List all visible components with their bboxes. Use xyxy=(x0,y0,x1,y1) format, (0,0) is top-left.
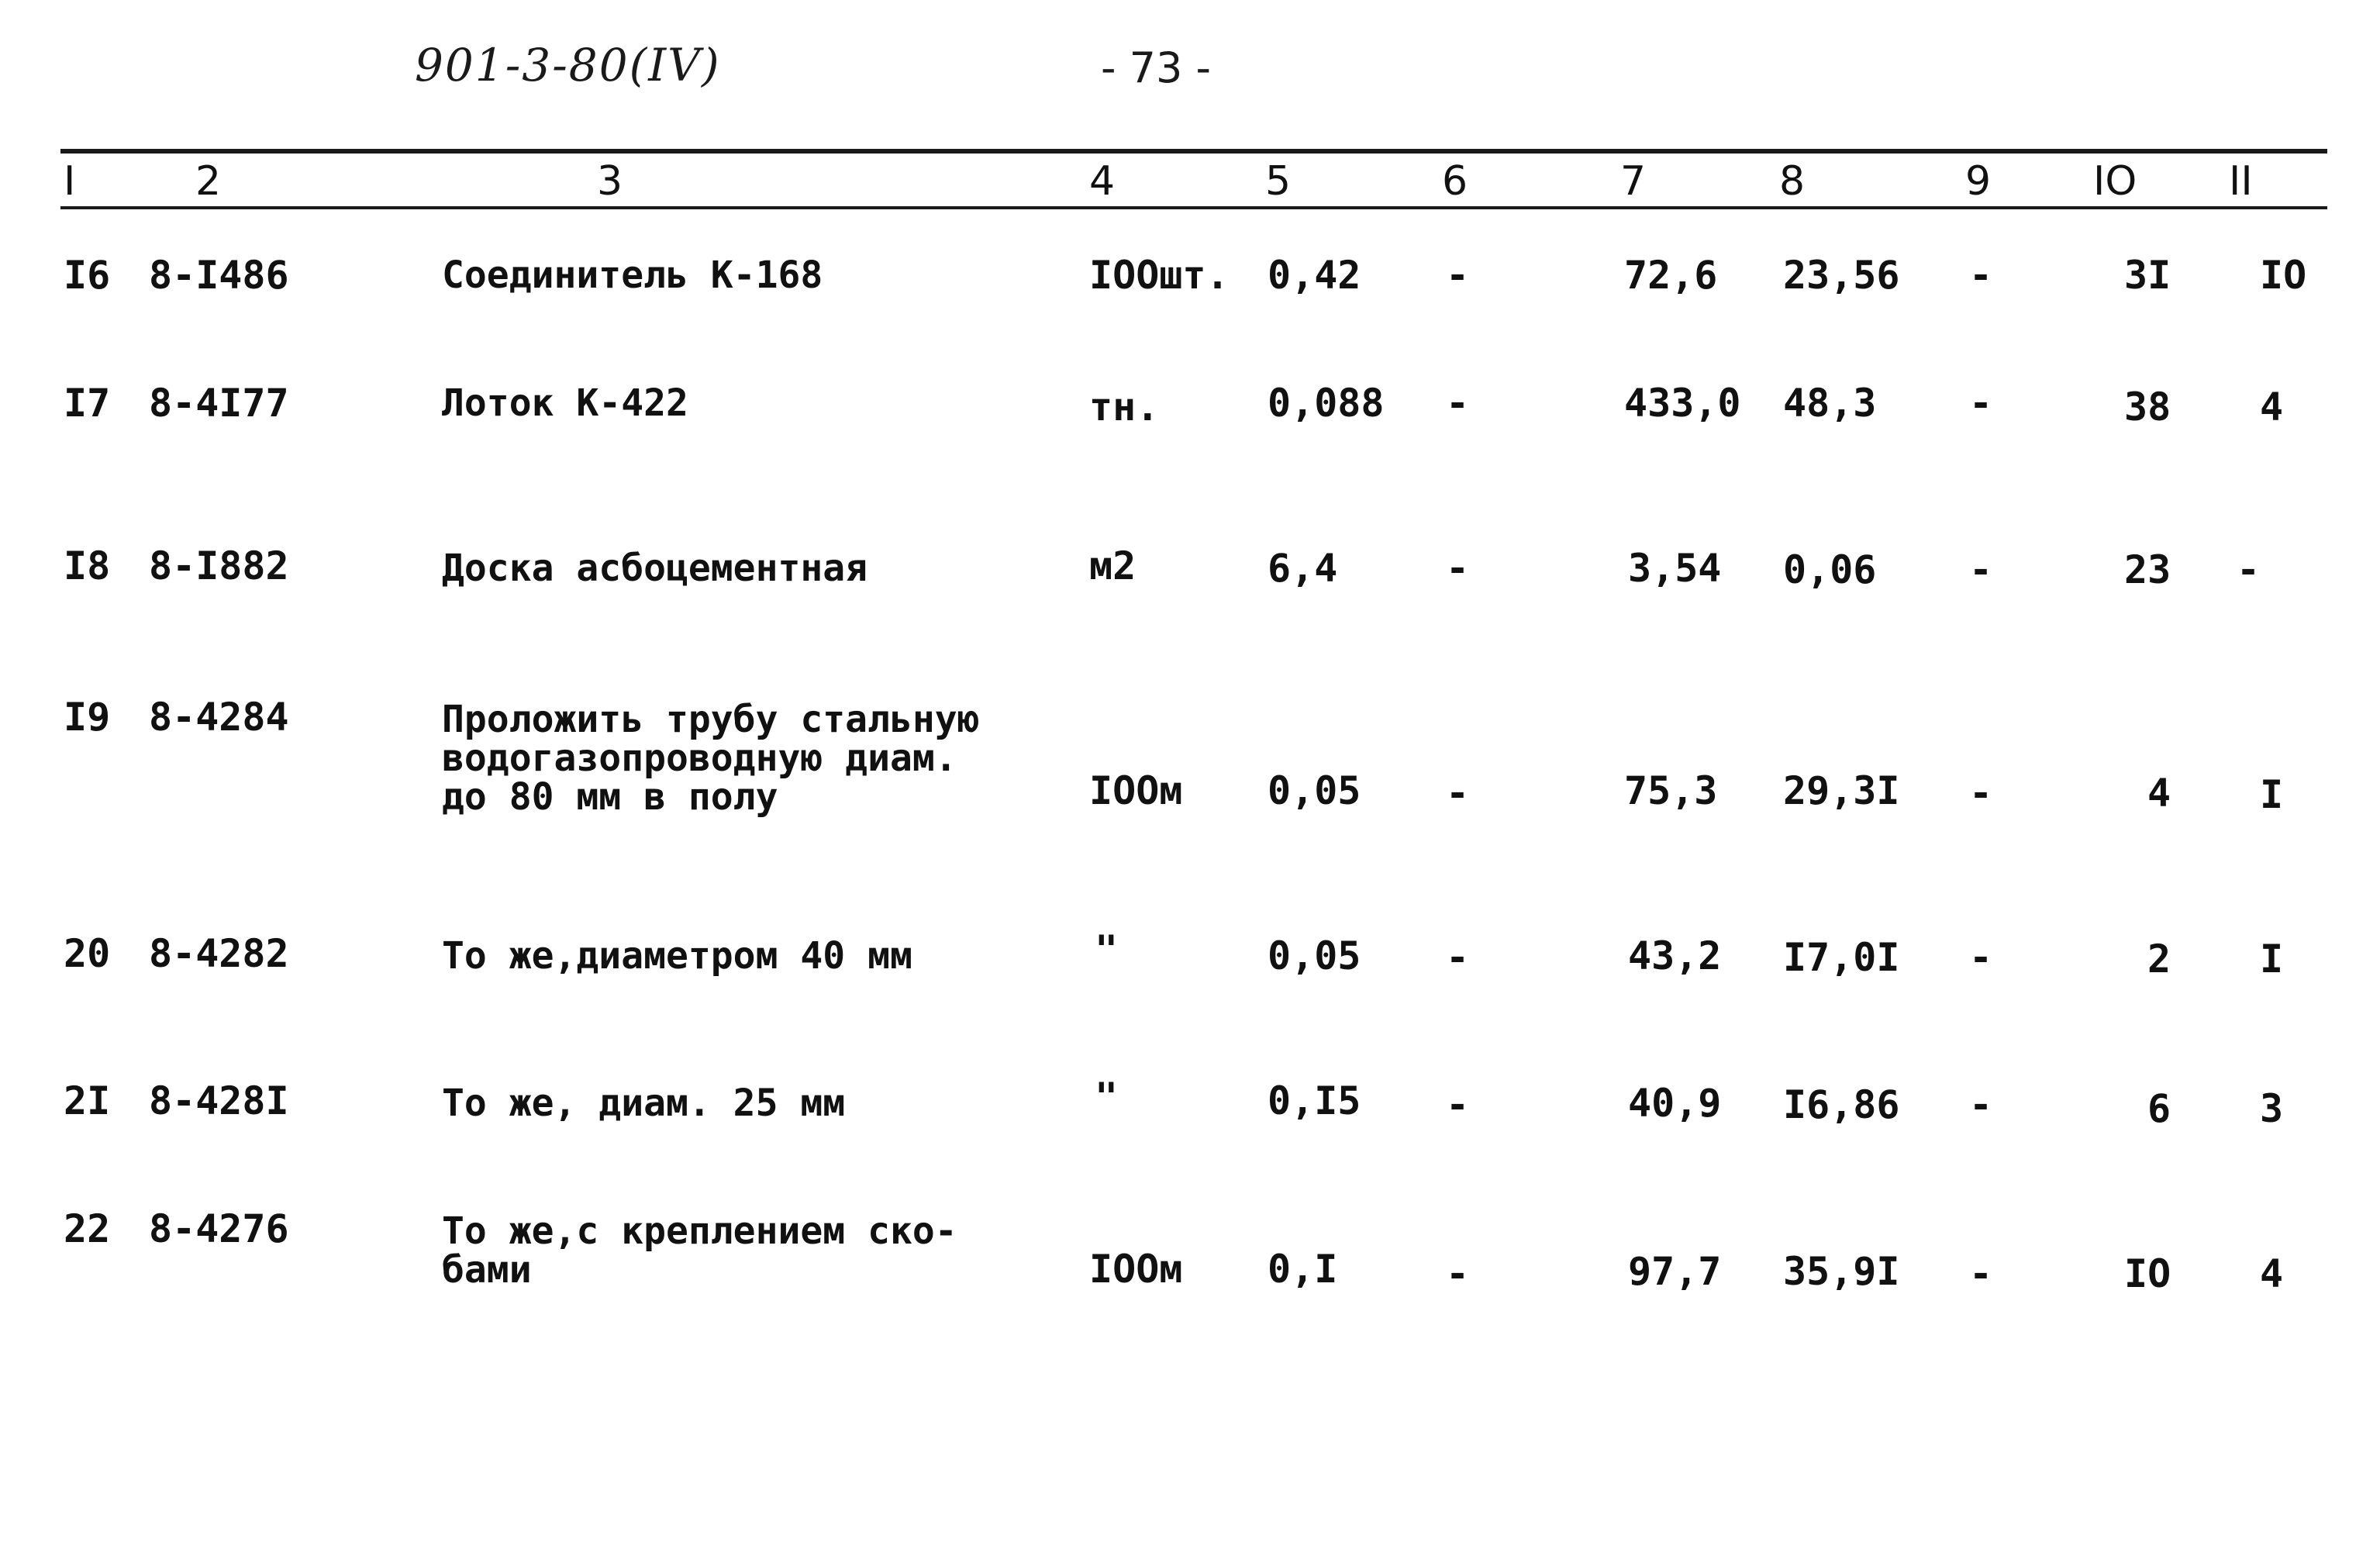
unit-ditto-mark: " xyxy=(1095,927,1119,972)
row-number: I9 xyxy=(64,695,111,740)
rate-code: 8-I486 xyxy=(149,253,289,298)
work-name: То же,с креплением ско- бами xyxy=(442,1209,957,1292)
col9-value: - xyxy=(1969,1251,1993,1296)
col-header-9: 9 xyxy=(1965,158,1992,205)
col-header-5: 5 xyxy=(1265,158,1292,205)
work-name: То же,диаметром 40 мм xyxy=(442,934,912,978)
col8-value: 29,3I xyxy=(1783,768,1900,813)
rate-code: 8-I882 xyxy=(149,543,289,588)
quantity: 6,4 xyxy=(1268,546,1338,591)
col-header-2: 2 xyxy=(195,158,222,205)
col8-value: I6,86 xyxy=(1783,1082,1900,1127)
col-header-11: II xyxy=(2229,158,2253,205)
col6-value: - xyxy=(1446,253,1470,298)
col6-value: - xyxy=(1446,1082,1470,1127)
col11-value: 4 xyxy=(2260,385,2284,430)
col11-value: I xyxy=(2260,937,2284,982)
col11-value: 3 xyxy=(2260,1086,2284,1131)
col9-value: - xyxy=(1969,935,1993,980)
row-number: 2I xyxy=(64,1078,111,1123)
col9-value: - xyxy=(1969,1082,1993,1127)
work-name: Проложить трубу стальную водогазопроводную диам. до 80 мм в полу xyxy=(442,698,980,819)
col10-value: IO xyxy=(2124,1251,2171,1296)
unit: тн. xyxy=(1089,385,1160,430)
col10-value: 23 xyxy=(2124,547,2171,592)
row-number: I6 xyxy=(64,253,111,298)
rate-code: 8-4284 xyxy=(149,695,289,740)
col-header-1: I xyxy=(64,158,76,205)
col8-value: I7,0I xyxy=(1783,935,1900,980)
quantity: 0,I5 xyxy=(1268,1078,1361,1123)
quantity: 0,05 xyxy=(1268,933,1361,978)
col-header-6: 6 xyxy=(1442,158,1468,205)
unit: IOOм xyxy=(1089,1247,1183,1292)
col6-value: - xyxy=(1446,1251,1470,1296)
unit: IOOм xyxy=(1089,768,1183,813)
col-header-8: 8 xyxy=(1779,158,1806,205)
col-header-10: IO xyxy=(2093,158,2137,205)
page-number: - 73 - xyxy=(1101,43,1212,92)
col9-value: - xyxy=(1969,771,1993,816)
col10-value: 6 xyxy=(2147,1086,2171,1131)
unit: IOOшт. xyxy=(1089,253,1230,298)
col8-value: 48,3 xyxy=(1783,381,1877,426)
quantity: 0,05 xyxy=(1268,768,1361,813)
col7-value: 75,3 xyxy=(1624,768,1718,813)
col7-value: 433,0 xyxy=(1624,381,1741,426)
col7-value: 43,2 xyxy=(1628,933,1722,978)
col9-value: - xyxy=(1969,547,1993,592)
col9-value: - xyxy=(1969,253,1993,298)
row-number: 20 xyxy=(64,931,111,976)
document-code: 901-3-80(IV) xyxy=(415,39,721,91)
col10-value: 4 xyxy=(2147,771,2171,816)
col11-value: I xyxy=(2260,772,2284,817)
unit-ditto-mark: " xyxy=(1095,1075,1119,1120)
col7-value: 40,9 xyxy=(1628,1081,1722,1126)
quantity: 0,088 xyxy=(1268,381,1385,426)
col6-value: - xyxy=(1446,546,1470,591)
rate-code: 8-428I xyxy=(149,1078,289,1123)
work-name: Лоток К-422 xyxy=(442,381,688,425)
col10-value: 3I xyxy=(2124,253,2171,298)
col-header-3: 3 xyxy=(597,158,623,205)
col7-value: 3,54 xyxy=(1628,546,1722,591)
row-number: 22 xyxy=(64,1206,111,1251)
col6-value: - xyxy=(1446,381,1470,426)
col6-value: - xyxy=(1446,935,1470,980)
col10-value: 38 xyxy=(2124,385,2171,430)
col11-value: 4 xyxy=(2260,1251,2284,1296)
col6-value: - xyxy=(1446,771,1470,816)
row-number: I7 xyxy=(64,381,111,426)
col7-value: 72,6 xyxy=(1624,253,1718,298)
rate-code: 8-4I77 xyxy=(149,381,289,426)
col9-value: - xyxy=(1969,381,1993,426)
quantity: 0,I xyxy=(1268,1247,1338,1292)
work-name: Соединитель К-168 xyxy=(442,254,823,297)
col-header-7: 7 xyxy=(1620,158,1647,205)
rate-code: 8-4282 xyxy=(149,931,289,976)
col7-value: 97,7 xyxy=(1628,1249,1722,1294)
col8-value: 35,9I xyxy=(1783,1249,1900,1294)
row-number: I8 xyxy=(64,543,111,588)
work-name: Доска асбоцементная xyxy=(442,547,868,590)
unit: м2 xyxy=(1089,543,1137,588)
col10-value: 2 xyxy=(2147,937,2171,982)
work-name: То же, диам. 25 мм xyxy=(442,1082,846,1125)
col11-value: IO xyxy=(2260,253,2307,298)
col8-value: 0,06 xyxy=(1783,547,1877,592)
col11-value: - xyxy=(2237,547,2261,592)
col8-value: 23,56 xyxy=(1783,253,1900,298)
col-header-4: 4 xyxy=(1089,158,1116,205)
rate-code: 8-4276 xyxy=(149,1206,289,1251)
quantity: 0,42 xyxy=(1268,253,1361,298)
